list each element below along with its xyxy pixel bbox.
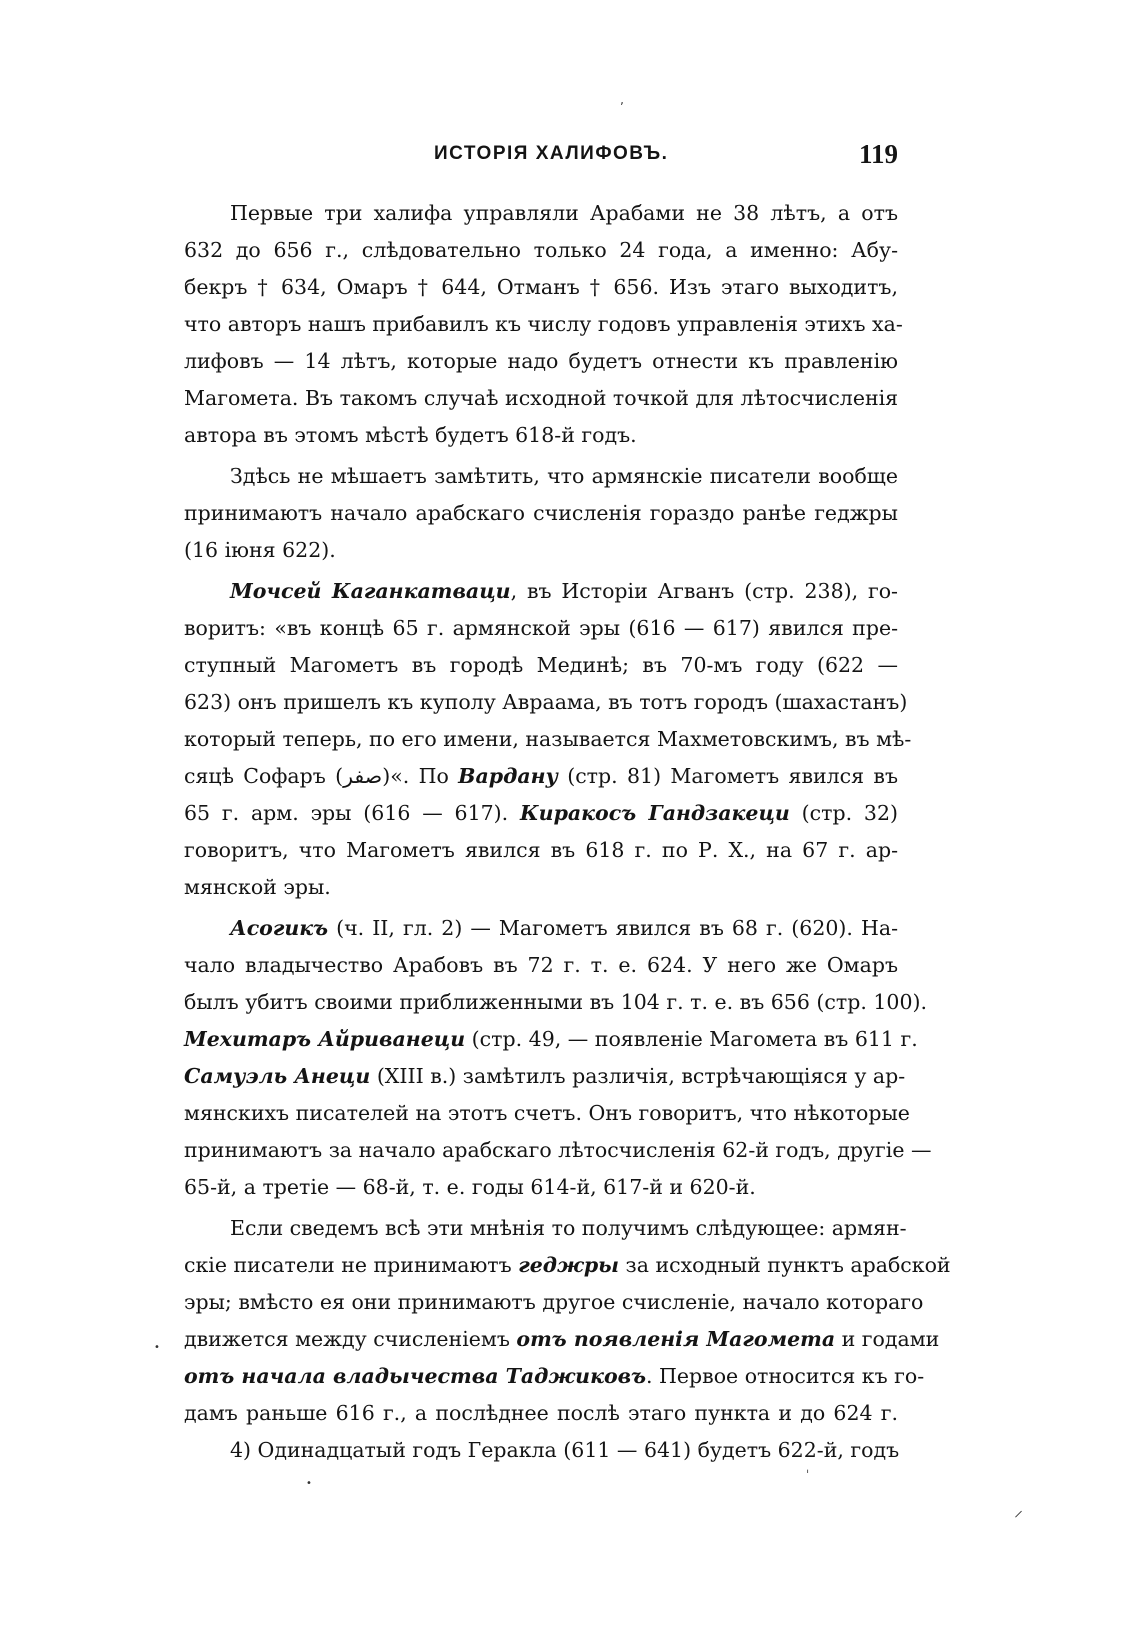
page-number: 119 [858, 139, 898, 169]
author-name: Асогикъ [230, 916, 329, 940]
text-line: воритъ: «въ концѣ 65 г. армянской эры (616 — 617) явился пре- [184, 616, 898, 640]
emphasis: отъ появленія Магомета [516, 1327, 836, 1351]
emphasis: отъ начала владычества Таджиковъ [184, 1364, 646, 1388]
text-line: 4) Одинадцатый годъ Геракла (611 — 641) будетъ 622-й, годъ [230, 1438, 900, 1462]
text-line: Магомета. Въ такомъ случаѣ исходной точкой для лѣтосчисленія [184, 386, 899, 410]
text-line: отъ начала владычества Таджиковъ. Первое относится къ го- [184, 1364, 925, 1388]
text-line: Здѣсь не мѣшаетъ замѣтить, что армянскіе писатели вообще [230, 464, 898, 488]
text-line: бекръ † 634, Омаръ † 644, Отманъ † 656. Изъ этаго выходитъ, [184, 275, 898, 299]
text-line: Мехитаръ Айриванеци (стр. 49, — появленіе Магомета въ 611 г. [184, 1027, 918, 1051]
text-line: Самуэль Анеци (XIII в.) замѣтилъ различія, встрѣчающіяся у ар- [184, 1064, 906, 1088]
text-line: чало владычество Арабовъ въ 72 г. т. е. 624. У него же Омаръ [184, 953, 898, 977]
emphasis: геджры [518, 1253, 620, 1277]
running-title: ИСТОРІЯ ХАЛИФОВЪ. [434, 143, 669, 164]
text-line: что авторъ нашъ прибавилъ къ числу годовъ управленія этихъ ха- [184, 312, 903, 336]
text-line: сяцѣ Софаръ (صفر)«. По Вардану (стр. 81) Магометъ явился въ [184, 764, 899, 788]
scan-speck: ʼ [620, 100, 624, 114]
text-line: движется между счисленіемъ отъ появленія Магомета и годами [184, 1327, 940, 1351]
text-line: Асогикъ (ч. II, гл. 2) — Магометъ явился въ 68 г. (620). На- [230, 916, 898, 940]
scan-speck: • [306, 1478, 312, 1489]
author-name: Киракосъ Гандзакеци [520, 801, 790, 825]
text-line: Мочсей Каганкатваци, въ Исторіи Агванъ (стр. 238), го- [230, 579, 898, 603]
text-line: автора въ этомъ мѣстѣ будетъ 618-й годъ. [184, 423, 637, 447]
author-name: Вардану [458, 764, 558, 788]
text-line: эры; вмѣсто ея они принимаютъ другое счисленіе, начало котораго [184, 1290, 924, 1314]
text-line: говоритъ, что Магометъ явился въ 618 г. по Р. Х., на 67 г. ар- [184, 838, 898, 862]
text-line: 65 г. арм. эры (616 — 617). Киракосъ Гандзакеци (стр. 32) [184, 801, 899, 825]
text-line: былъ убитъ своими приближенными въ 104 г. т. е. въ 656 (стр. 100). [184, 990, 928, 1014]
scan-speck: ˈ [806, 1468, 810, 1482]
author-name: Самуэль Анеци [184, 1064, 371, 1088]
text-line: Первые три халифа управляли Арабами не 38 лѣтъ, а отъ [230, 201, 898, 225]
page-header [226, 136, 898, 172]
text-line: Если сведемъ всѣ эти мнѣнія то получимъ слѣдующее: армян- [230, 1216, 907, 1240]
text-line: дамъ раньше 616 г., а послѣднее послѣ этаго пункта и до 624 г. [184, 1401, 898, 1425]
scan-speck: ⸝ [1014, 1500, 1023, 1521]
text-line: мянской эры. [184, 875, 331, 899]
text-line: принимаютъ за начало арабскаго лѣтосчисленія 62-й годъ, другіе — [184, 1138, 932, 1162]
scan-speck: • [154, 1342, 160, 1353]
text-line: скіе писатели не принимаютъ геджры за исходный пунктъ арабской [184, 1253, 951, 1277]
text-line: 623) онъ пришелъ къ куполу Авраама, въ тотъ городъ (шахастанъ) [184, 690, 908, 714]
author-name: Мехитаръ Айриванеци [184, 1027, 466, 1051]
author-name: Мочсей Каганкатваци [230, 579, 511, 603]
text-line: мянскихъ писателей на этотъ счетъ. Онъ говоритъ, что нѣкоторые [184, 1101, 910, 1125]
text-line: который теперь, по его имени, называется Махметовскимъ, въ мѣ- [184, 727, 912, 751]
body-text [184, 195, 951, 1469]
text-line: 632 до 656 г., слѣдовательно только 24 года, а именно: Абу- [184, 238, 898, 262]
text-line: лифовъ — 14 лѣтъ, которые надо будетъ отнести къ правленію [184, 349, 898, 373]
text-line: принимаютъ начало арабскаго счисленія гораздо ранѣе геджры [184, 501, 898, 525]
text-line: 65-й, а третіе — 68-й, т. е. годы 614-й, 617-й и 620-й. [184, 1175, 756, 1199]
text-line: ступный Магометъ въ городѣ Мединѣ; въ 70-мъ году (622 — [184, 653, 898, 677]
text-line: (16 іюня 622). [184, 538, 336, 562]
